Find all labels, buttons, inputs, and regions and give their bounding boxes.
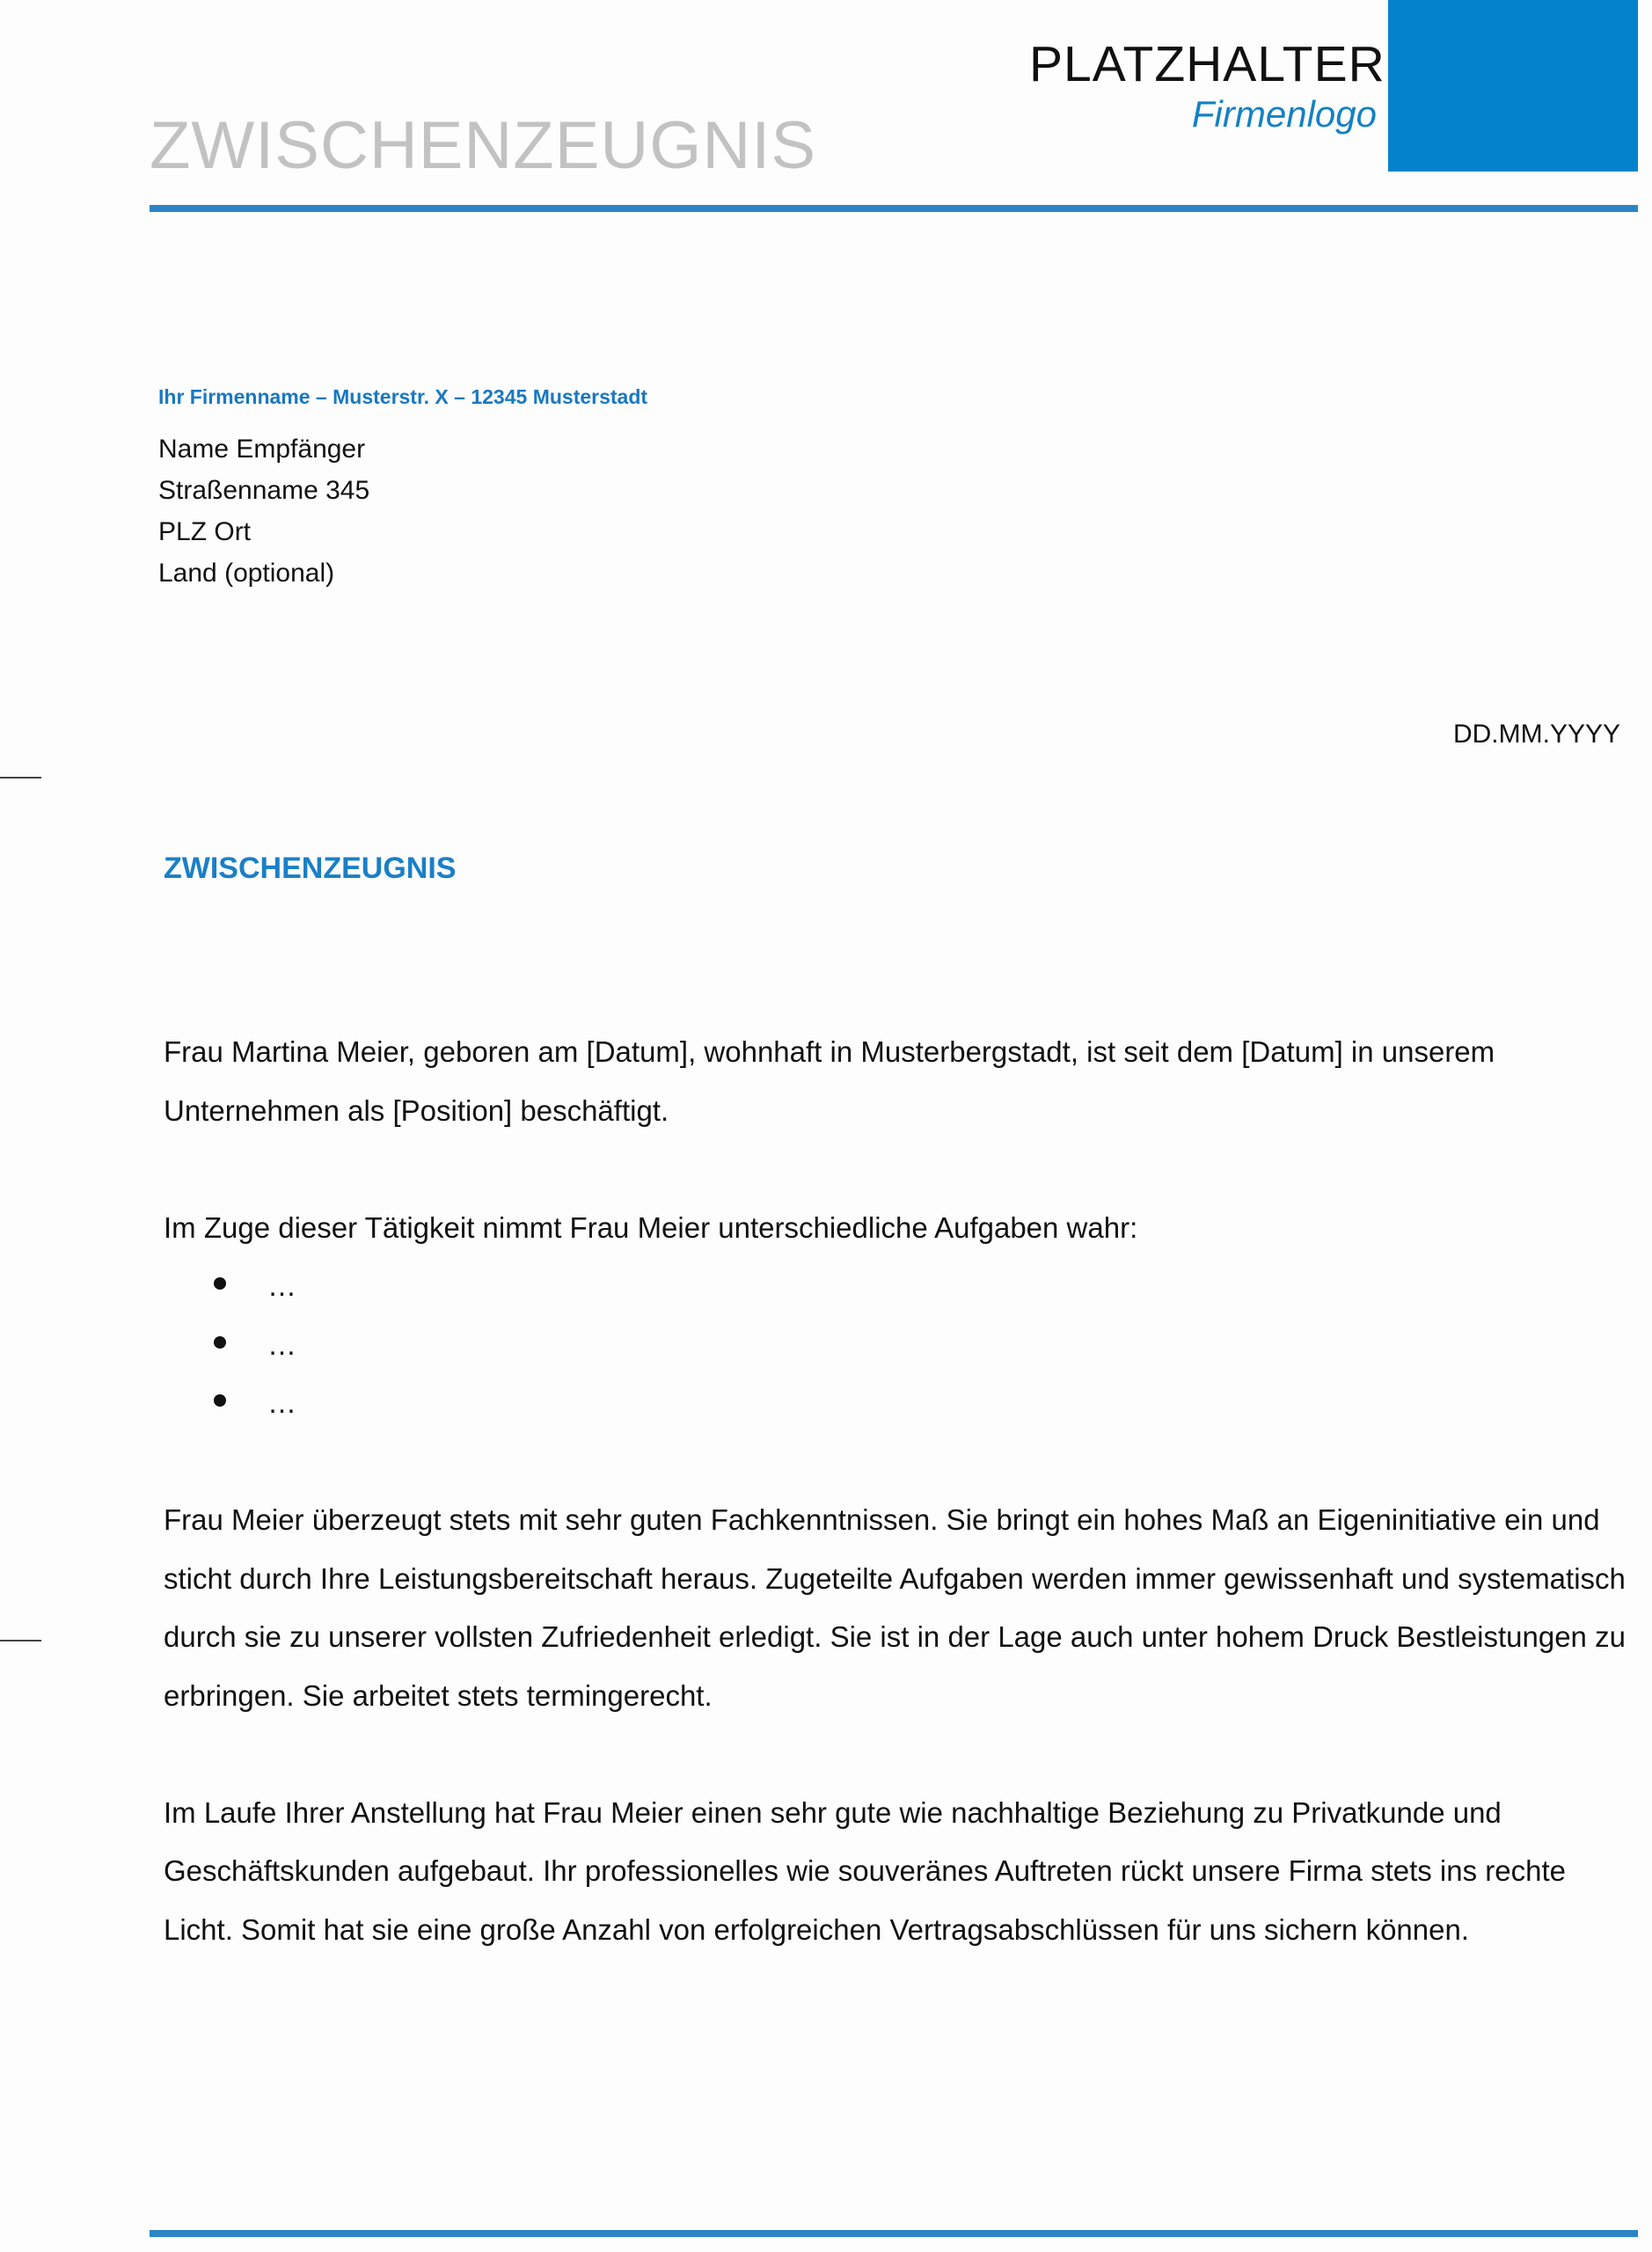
- logo-placeholder-text: PLATZHALTER: [1029, 36, 1385, 92]
- body-paragraph-customers: Im Laufe Ihrer Anstellung hat Frau Meier einen sehr gute wie nachhaltige Beziehung zu Privatkunde und Geschäftskunden aufgebaut. Ihr professionelles wie souveränes Auftreten rückt unsere Firma stets ins rechte Licht. Somit hat sie eine große Anzahl von erfolgreichen Vertragsabschlüssen für uns sichern können.: [164, 1795, 1567, 1946]
- company-logo: [1029, 35, 1385, 135]
- fold-mark-top: [0, 777, 41, 779]
- document-title: ZWISCHENZEUGNIS: [150, 108, 817, 183]
- task-list: [164, 1257, 1641, 1433]
- sender-return-address: Ihr Firmenname – Musterstr. X – 12345 Musterstadt: [158, 385, 648, 408]
- letter-subject: ZWISCHENZEUGNIS: [164, 852, 457, 885]
- bullet-icon: [214, 1336, 226, 1349]
- body-paragraph-tasks-intro: Im Zuge dieser Tätigkeit nimmt Frau Meier unterschiedliche Aufgaben wahr:: [164, 1210, 1138, 1244]
- recipient-country: Land (optional): [158, 559, 335, 588]
- fold-mark-bottom: [0, 1640, 41, 1641]
- footer-divider: [150, 2230, 1638, 2237]
- list-item: [164, 1374, 1641, 1433]
- recipient-street: Straßenname 345: [158, 476, 370, 505]
- header-divider: [150, 205, 1638, 212]
- logo-blue-block: [1388, 0, 1638, 172]
- bullet-icon: [214, 1277, 226, 1290]
- recipient-city: PLZ Ort: [158, 517, 252, 546]
- bullet-icon: [214, 1394, 226, 1407]
- list-item: [164, 1316, 1641, 1375]
- letter-body: [164, 1023, 1641, 1959]
- body-paragraph-intro: Frau Martina Meier, geboren am [Datum], wohnhaft in Musterbergstadt, ist seit dem [Datum] in unserem Unternehmen als [Position] beschäftigt.: [164, 1035, 1495, 1127]
- logo-subtitle: Firmenlogo: [1191, 93, 1377, 135]
- recipient-name: Name Empfänger: [158, 435, 366, 464]
- task-text: …: [267, 1269, 296, 1302]
- list-item: [164, 1257, 1641, 1316]
- task-text: …: [267, 1386, 296, 1419]
- recipient-address: [158, 428, 369, 594]
- letter-date: DD.MM.YYYY: [1452, 720, 1620, 749]
- task-text: …: [267, 1327, 296, 1361]
- body-paragraph-performance: Frau Meier überzeugt stets mit sehr guten Fachkenntnissen. Sie bringt ein hohes Maß an Eigeninitiative ein und sticht durch Ihre Leistungsbereitschaft heraus. Zugeteilte Aufgaben werden immer gewissenhaft und systematisch durch sie zu unserer vollsten Zufriedenheit erledigt. Sie ist in der Lage auch unter hohem Druck Bestleistungen zu erbringen. Sie arbeitet stets termingerecht.: [164, 1503, 1626, 1712]
